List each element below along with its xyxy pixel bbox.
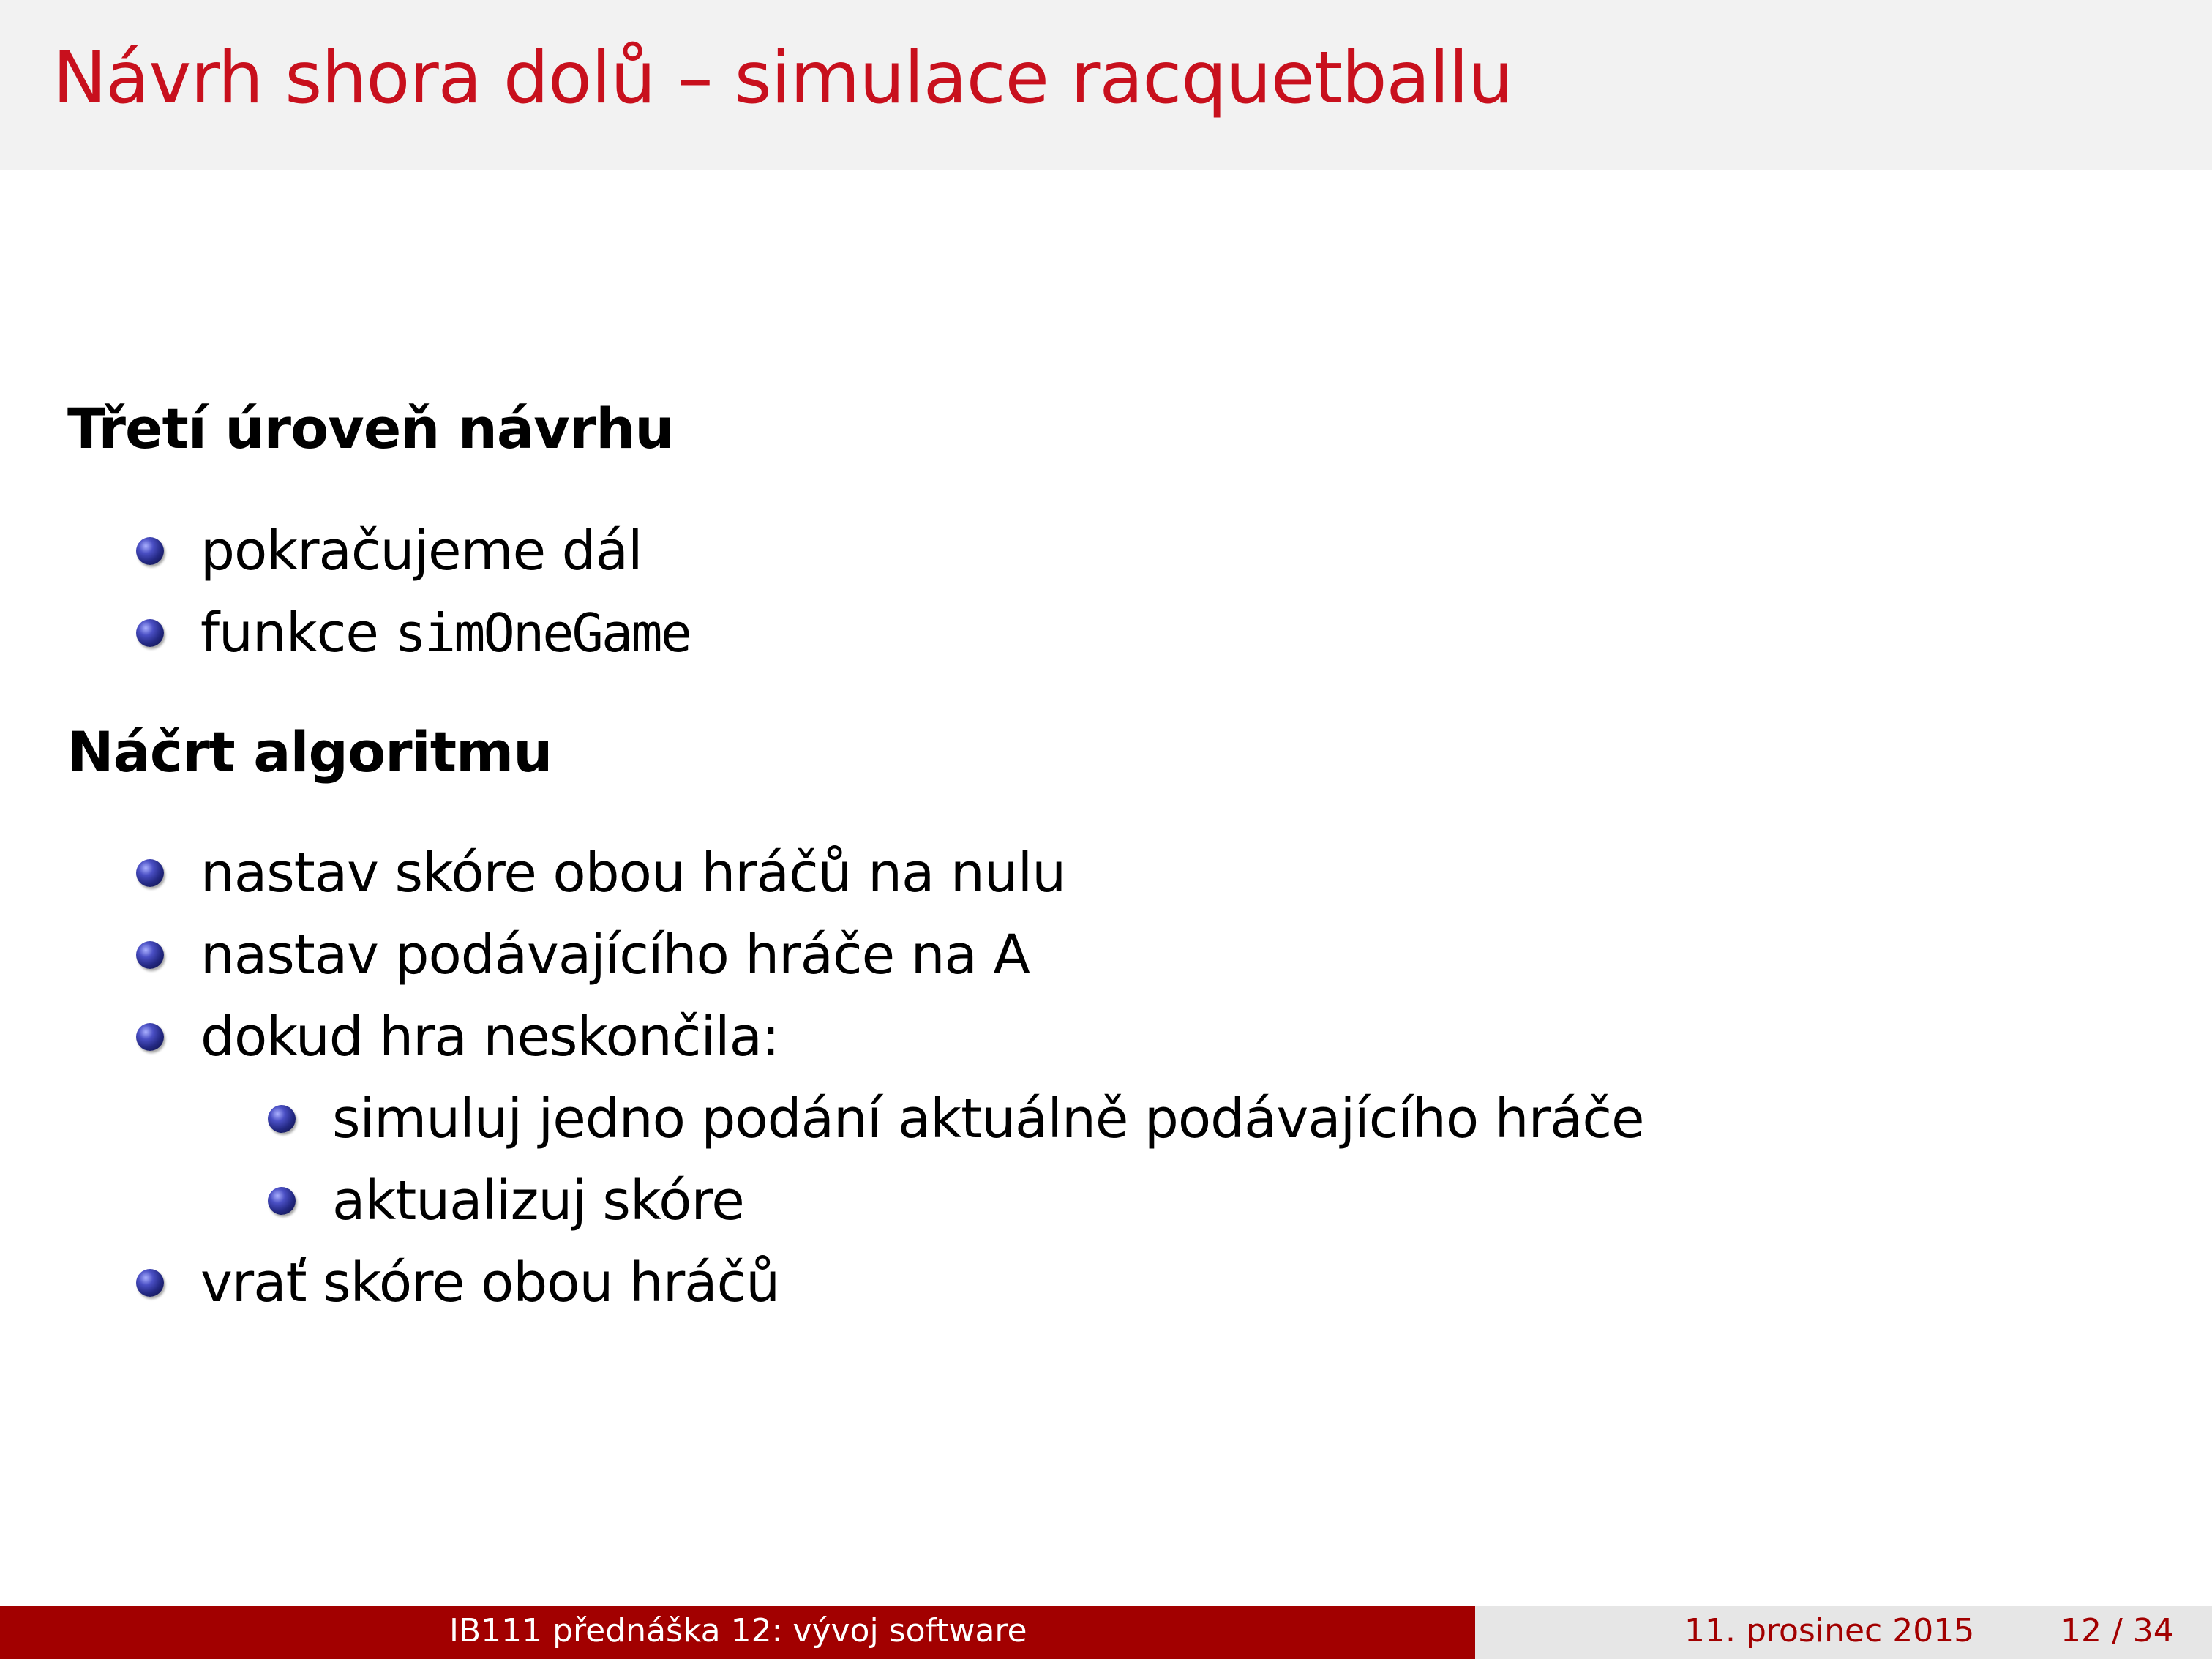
sub-list-item <box>268 1086 1644 1152</box>
bullet-icon <box>136 537 164 565</box>
list-item-text <box>200 602 690 664</box>
sub-list-item-text: aktualizuj skóre <box>332 1169 744 1232</box>
list-item-text: vrať skóre obou hráčů <box>200 1251 780 1314</box>
list-item <box>136 518 642 584</box>
slide-title: Návrh shora dolů – simulace racquetballu <box>53 37 1513 120</box>
list-item <box>136 1250 779 1316</box>
footer-page-number: 12 / 34 <box>2061 1612 2174 1649</box>
bullet-icon <box>136 941 164 969</box>
footer-date: 11. prosinec 2015 <box>1684 1612 1975 1649</box>
footer <box>0 1606 2212 1659</box>
list-item <box>136 840 1065 906</box>
footer-right-panel <box>1475 1606 2212 1659</box>
title-bar <box>0 0 2212 170</box>
bullet-icon <box>136 1269 164 1297</box>
list-item-text: pokračujeme dál <box>200 520 642 583</box>
bullet-icon <box>136 1023 164 1051</box>
section-heading-algorithm-sketch: Náčrt algoritmu <box>67 719 552 784</box>
list-item-label: funkce <box>200 602 395 664</box>
sub-list-item-text: simuluj jedno podání aktuálně podávajícího hráče <box>332 1087 1644 1150</box>
bullet-icon <box>268 1105 296 1133</box>
list-item <box>136 600 690 666</box>
list-item <box>136 1004 779 1070</box>
list-item-text: dokud hra neskončila: <box>200 1005 779 1068</box>
footer-course-title: IB111 přednáška 12: vývoj software <box>449 1612 1027 1649</box>
section-heading-third-level: Třetí úroveň návrhu <box>67 396 674 461</box>
bullet-icon <box>268 1187 296 1215</box>
list-item <box>136 922 1030 988</box>
function-name-code: simOneGame <box>394 602 690 664</box>
sub-list-item <box>268 1168 744 1234</box>
bullet-icon <box>136 619 164 647</box>
list-item-text: nastav podávajícího hráče na A <box>200 924 1030 986</box>
list-item-text: nastav skóre obou hráčů na nulu <box>200 842 1066 905</box>
bullet-icon <box>136 859 164 887</box>
footer-left-panel <box>0 1606 1475 1659</box>
